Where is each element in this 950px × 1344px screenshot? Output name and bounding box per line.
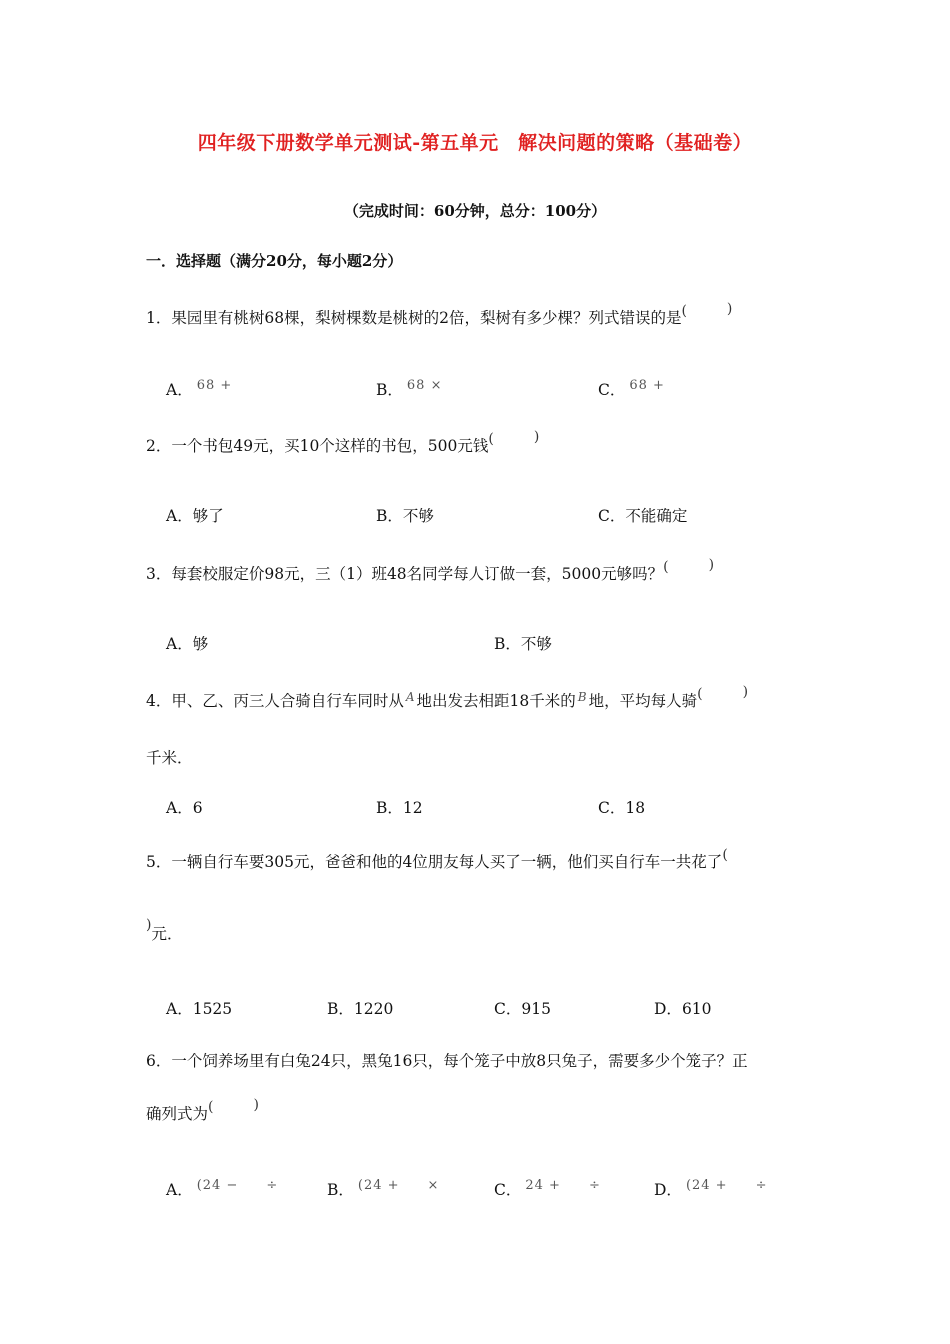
option-a[interactable]: A． $^{68 +}$ [166, 378, 233, 399]
option-value: (24 − ÷ [196, 1178, 279, 1193]
option-a[interactable]: A．1525 [166, 1000, 233, 1018]
question-6-continuation: 确列式为( ) [146, 1097, 259, 1123]
question-5-continuation: )元． [146, 917, 183, 943]
question-text: 5．一辆自行车要305元，爸爸和他的4位朋友每人买了一辆，他们买自行车一共花了 [146, 853, 723, 871]
option-c[interactable]: C． $^{68 +}$ [598, 378, 665, 399]
option-b[interactable]: B． $^{(24 + \times}$ [327, 1178, 440, 1199]
section-heading: 一．选择题（满分20分，每小题2分） [146, 252, 403, 270]
question-4: 4．甲、乙、丙三人合骑自行车同时从 $^A$ 地出发去相距18千米的 $^B$ 地，平均每人骑( ) [146, 684, 749, 710]
answer-blank[interactable]: ( ) [681, 301, 733, 319]
option-b[interactable]: B． $^{68 \times}$ [376, 378, 443, 399]
option-b[interactable]: B．不够 [494, 635, 552, 653]
option-a[interactable]: A．6 [166, 799, 203, 817]
option-b[interactable]: B．不够 [376, 507, 434, 525]
option-d[interactable]: D．610 [654, 1000, 712, 1018]
point-b-label: B [577, 690, 587, 704]
option-value: 24 + ÷ [525, 1178, 601, 1193]
option-a[interactable]: A． $^{(24 - \div}$ [166, 1178, 279, 1199]
question-6: 6．一个饲养场里有白兔24只，黑兔16只，每个笼子中放8只兔子，需要多少个笼子？正 [146, 1052, 748, 1070]
question-5 [146, 847, 728, 872]
question-1 [146, 301, 733, 328]
option-b[interactable]: B．12 [376, 799, 423, 817]
option-c[interactable]: C．18 [598, 799, 646, 817]
answer-blank[interactable]: ( ) [697, 684, 749, 702]
option-c[interactable]: C． $^{24 + \div}$ [494, 1178, 601, 1199]
answer-blank[interactable]: ( ) [488, 429, 540, 447]
answer-blank-open[interactable]: ( [722, 847, 728, 863]
question-text: 2．一个书包49元，买10个这样的书包，500元钱 [146, 437, 489, 455]
point-a-label: A [405, 690, 415, 704]
option-value: 68 × [406, 378, 443, 393]
option-d[interactable]: D． $^{(24 + \div}$ [654, 1178, 768, 1199]
question-4-continuation: 千米． [146, 749, 193, 767]
option-value: 68 + [629, 378, 665, 393]
answer-blank[interactable]: ( ) [663, 557, 715, 575]
answer-blank[interactable]: ( ) [208, 1097, 259, 1115]
question-3 [146, 557, 715, 584]
option-c[interactable]: C．915 [494, 1000, 551, 1018]
question-text: 1．果园里有桃树68棵，梨树棵数是桃树的2倍，梨树有多少棵？列式错误的是 [146, 309, 682, 327]
option-c[interactable]: C．不能确定 [598, 507, 688, 525]
option-value: (24 + ÷ [685, 1178, 768, 1193]
option-value: 68 + [196, 378, 233, 393]
question-text: 3．每套校服定价98元，三（1）班48名同学每人订做一套，5000元够吗？ [146, 565, 664, 583]
exam-info: （完成时间：60分钟，总分：100分） [343, 202, 607, 220]
option-b[interactable]: B．1220 [327, 1000, 394, 1018]
option-a[interactable]: A．够 [166, 635, 209, 653]
option-a[interactable]: A．够了 [166, 507, 224, 525]
option-value: (24 + × [357, 1178, 440, 1193]
document-title: 四年级下册数学单元测试-第五单元 解决问题的策略（基础卷） [197, 132, 753, 154]
question-2 [146, 429, 540, 456]
